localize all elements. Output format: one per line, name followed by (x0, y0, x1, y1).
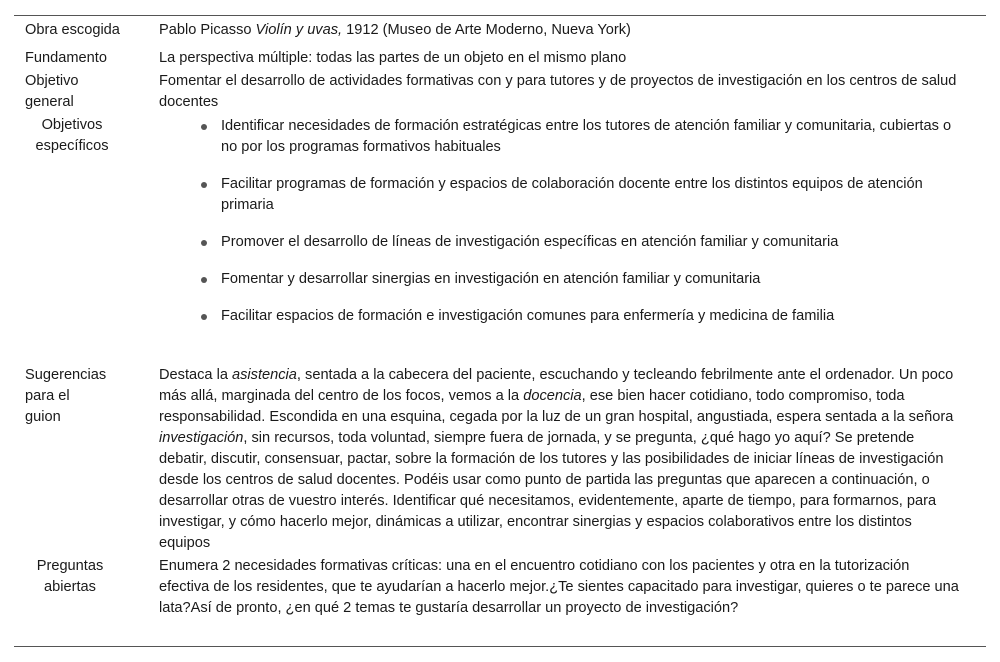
value-preguntas-abiertas: Enumera 2 necesidades formativas críticas: una en el encuentro cotidiano con los pacientes y otra en la tutorización efectiva de los residentes, que te ayudarían a hacerlo mejor.¿Te sientes capacitado para investigar, quieres o te parece una lata?Así de pronto, ¿en qué 2 temas te gustaría desarrollar un proyecto de investigación? (159, 558, 959, 616)
label-preguntas-abiertas (25, 556, 115, 598)
label-preguntas-line2: abiertas (44, 579, 96, 595)
label-especificos-line1: Objetivos (41, 117, 103, 133)
list-item (200, 306, 960, 327)
sugerencias-text-4: , sin recursos, toda voluntad, siempre fuera de jornada, y se pregunta, ¿qué hago yo aquí? Se pretende debatir, discutir, consensuar, pactar, sobre la formación de los tutores y las posibilidades de iniciar líneas de investigación desde los centros de salud docentes. Podéis usar como punto de partida las preguntas que aparecen a continuación, o desarrollar otras de vuestro interés. Identificar qué necesitamos, evidentemente, aparte de tiempo, para formarnos, para investigar, y cómo hacerlo mejor, dinámicas a utilizar, encontrar sinergias y espacios colaborativos entre los distintos equipos (159, 430, 944, 551)
label-sugerencias-line3: guion (25, 409, 61, 425)
list-item-text: Promover el desarrollo de líneas de investigación específicas en atención familiar y comunitaria (221, 234, 839, 250)
bullet-icon (201, 124, 207, 130)
label-objetivo-general (25, 71, 79, 113)
label-especificos-line2: específicos (35, 138, 109, 154)
sugerencias-em-asistencia: asistencia (232, 367, 297, 383)
label-obra-escogida: Obra escogida (25, 22, 120, 38)
list-item-text: Fomentar y desarrollar sinergias en investigación en atención familiar y comunitaria (221, 271, 761, 287)
label-sugerencias-line1: Sugerencias (25, 367, 107, 383)
list-item (200, 174, 960, 216)
bullet-icon (201, 277, 207, 283)
list-item (200, 269, 960, 290)
bullet-icon (201, 314, 207, 320)
obra-details: 1912 (Museo de Arte Moderno, Nueva York) (346, 22, 631, 38)
label-objetivos-especificos (25, 115, 119, 157)
obra-author: Pablo Picasso (159, 22, 252, 38)
label-sugerencias-line2: para el (25, 388, 70, 404)
list-item (200, 232, 960, 253)
list-item-text: Facilitar programas de formación y espacios de colaboración docente entre los distintos equipos de atención primaria (221, 176, 923, 213)
obra-title: Violín y uvas, (255, 22, 343, 38)
objetivos-especificos-list (200, 116, 960, 343)
sugerencias-text-3: , ese bien hacer cotidiano, todo compromiso, toda responsabilidad. Escondida en una esquina, cegada por la luz de un gran hospital, angustiada, espera sentada a la señora (159, 388, 954, 425)
bullet-icon (201, 240, 207, 246)
sugerencias-em-docencia: docencia (523, 388, 582, 404)
label-fundamento: Fundamento (25, 50, 107, 66)
value-sugerencias (159, 365, 959, 554)
value-fundamento: La perspectiva múltiple: todas las partes de un objeto en el mismo plano (159, 50, 627, 66)
label-preguntas-line1: Preguntas (36, 558, 104, 574)
label-objetivo-line1: Objetivo (25, 73, 79, 89)
list-item-text: Identificar necesidades de formación estratégicas entre los tutores de atención familiar y comunitaria, cubiertas o no por los programas formativos habituales (221, 118, 952, 155)
sugerencias-text-1: Destaca la (159, 367, 233, 383)
table-top-rule (14, 15, 986, 16)
list-item-text: Facilitar espacios de formación e investigación comunes para enfermería y medicina de familia (221, 308, 835, 324)
sugerencias-text-2: , sentada a la cabecera del paciente, escuchando y tecleando febrilmente ante el ordenador. Un poco más allá, marginada del centro de los focos, vemos a la (159, 367, 954, 404)
value-obra-escogida (159, 20, 959, 41)
value-objetivo-general: Fomentar el desarrollo de actividades formativas con y para tutores y de proyectos de investigación en los centros de salud docentes (159, 73, 957, 110)
label-sugerencias (25, 365, 106, 428)
table-bottom-rule (14, 646, 986, 647)
bullet-icon (201, 182, 207, 188)
list-item (200, 116, 960, 158)
sugerencias-em-investigacion: investigación (159, 430, 244, 446)
label-objetivo-line2: general (25, 94, 74, 110)
